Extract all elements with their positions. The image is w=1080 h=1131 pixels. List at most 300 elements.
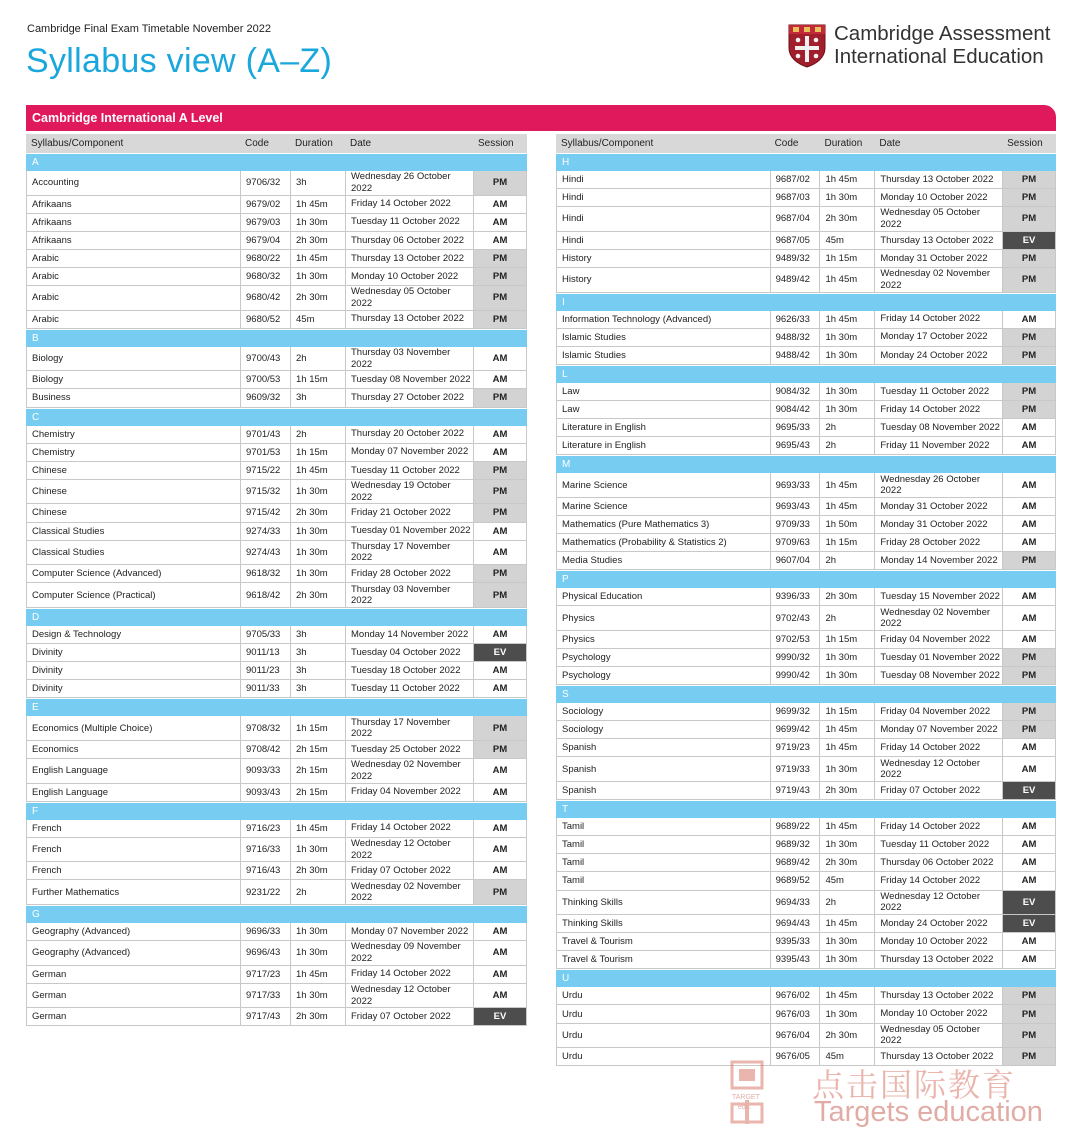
session-cell: PM (1002, 1005, 1056, 1022)
code-cell: 9709/63 (770, 534, 820, 551)
code-cell: 9489/42 (770, 268, 820, 292)
table-row (26, 880, 527, 905)
code-cell: 9689/32 (770, 836, 820, 853)
code-cell: 9715/22 (240, 462, 290, 479)
date-cell: Friday 14 October 2022 (345, 820, 473, 837)
logo-line-2: International Education (834, 45, 1044, 68)
letter-heading: T (556, 801, 1056, 818)
syllabus-cell: Arabic (26, 250, 240, 267)
session-cell: PM (1002, 721, 1056, 738)
code-cell: 9687/05 (770, 232, 820, 249)
duration-cell: 1h 45m (290, 966, 345, 983)
code-cell: 9990/42 (770, 667, 820, 684)
date-cell: Friday 11 November 2022 (874, 437, 1002, 454)
date-cell: Monday 31 October 2022 (874, 498, 1002, 515)
date-cell: Thursday 17 November 2022 (345, 541, 473, 565)
duration-cell: 1h 30m (819, 836, 874, 853)
date-cell: Tuesday 18 October 2022 (345, 662, 473, 679)
duration-cell: 2h 30m (290, 286, 345, 310)
session-cell: AM (1002, 757, 1056, 781)
syllabus-cell: Physics (556, 631, 770, 648)
session-cell: AM (473, 820, 527, 837)
session-cell: PM (473, 480, 527, 504)
session-cell: PM (1002, 667, 1056, 684)
session-cell: AM (1002, 631, 1056, 648)
table-row (556, 606, 1056, 631)
duration-cell: 1h 30m (819, 189, 874, 206)
table-row (26, 966, 527, 984)
table-row (556, 207, 1056, 232)
table-row (556, 232, 1056, 250)
syllabus-cell: Design & Technology (26, 626, 240, 643)
syllabus-cell: German (26, 966, 240, 983)
duration-cell: 1h 30m (290, 838, 345, 862)
code-cell: 9717/33 (240, 984, 290, 1008)
syllabus-cell: Urdu (556, 1048, 770, 1065)
table-row (556, 854, 1056, 872)
duration-cell: 45m (819, 872, 874, 889)
date-cell: Thursday 13 October 2022 (345, 311, 473, 328)
syllabus-cell: French (26, 838, 240, 862)
code-cell: 9699/42 (770, 721, 820, 738)
syllabus-cell: Accounting (26, 171, 240, 195)
syllabus-cell: Afrikaans (26, 196, 240, 213)
code-cell: 9705/33 (240, 626, 290, 643)
duration-cell: 2h 15m (290, 784, 345, 801)
syllabus-cell: Tamil (556, 872, 770, 889)
session-cell: PM (473, 583, 527, 607)
table-row (26, 347, 527, 372)
session-cell: AM (1002, 473, 1056, 497)
date-cell: Thursday 03 November 2022 (345, 583, 473, 607)
date-cell: Friday 21 October 2022 (345, 504, 473, 521)
date-cell: Tuesday 04 October 2022 (345, 644, 473, 661)
syllabus-cell: Computer Science (Advanced) (26, 565, 240, 582)
session-cell: AM (1002, 951, 1056, 968)
session-cell: AM (473, 966, 527, 983)
session-cell: AM (473, 444, 527, 461)
duration-cell: 1h 30m (290, 214, 345, 231)
table-row (556, 171, 1056, 189)
syllabus-cell: Chinese (26, 504, 240, 521)
date-cell: Thursday 13 October 2022 (874, 951, 1002, 968)
date-cell: Thursday 17 November 2022 (345, 716, 473, 740)
duration-cell: 1h 50m (819, 516, 874, 533)
syllabus-cell: Information Technology (Advanced) (556, 311, 770, 328)
watermark-small-2: edu. (738, 1104, 752, 1111)
letter-heading: P (556, 571, 1056, 588)
date-cell: Friday 14 October 2022 (345, 966, 473, 983)
table-row (26, 268, 527, 286)
code-cell: 9700/43 (240, 347, 290, 371)
duration-cell: 3h (290, 644, 345, 661)
code-cell: 9687/04 (770, 207, 820, 231)
right-timetable-column (556, 134, 1056, 1066)
table-row (26, 371, 527, 389)
session-cell: EV (1002, 232, 1056, 249)
letter-heading: C (26, 409, 527, 426)
duration-cell: 1h 15m (290, 716, 345, 740)
code-cell: 9274/43 (240, 541, 290, 565)
code-cell: 9676/05 (770, 1048, 820, 1065)
letter-heading: S (556, 686, 1056, 703)
table-row (556, 268, 1056, 293)
session-cell: AM (473, 232, 527, 249)
date-cell: Monday 24 October 2022 (874, 347, 1002, 364)
syllabus-cell: Hindi (556, 171, 770, 188)
table-row (556, 951, 1056, 969)
duration-cell: 2h 30m (290, 232, 345, 249)
code-cell: 9609/32 (240, 389, 290, 406)
duration-cell: 2h 30m (819, 588, 874, 605)
code-cell: 9689/22 (770, 818, 820, 835)
table-row (26, 741, 527, 759)
code-cell: 9695/43 (770, 437, 820, 454)
syllabus-cell: Chinese (26, 462, 240, 479)
table-row (556, 347, 1056, 365)
syllabus-cell: Law (556, 401, 770, 418)
session-cell: AM (1002, 437, 1056, 454)
code-cell: 9084/42 (770, 401, 820, 418)
header-session: Session (478, 138, 514, 149)
date-cell: Thursday 27 October 2022 (345, 389, 473, 406)
syllabus-cell: German (26, 984, 240, 1008)
date-cell: Friday 28 October 2022 (874, 534, 1002, 551)
session-cell: AM (1002, 836, 1056, 853)
code-cell: 9717/43 (240, 1008, 290, 1025)
session-cell: PM (473, 171, 527, 195)
syllabus-cell: Divinity (26, 644, 240, 661)
letter-heading: D (26, 609, 527, 626)
date-cell: Wednesday 02 November 2022 (874, 268, 1002, 292)
duration-cell: 2h (819, 891, 874, 915)
duration-cell: 1h 45m (290, 250, 345, 267)
duration-cell: 1h 15m (819, 631, 874, 648)
syllabus-cell: Business (26, 389, 240, 406)
session-cell: AM (1002, 534, 1056, 551)
duration-cell: 2h 15m (290, 759, 345, 783)
session-cell: EV (1002, 915, 1056, 932)
date-cell: Wednesday 02 November 2022 (874, 606, 1002, 630)
duration-cell: 1h 30m (819, 1005, 874, 1022)
syllabus-cell: English Language (26, 784, 240, 801)
date-cell: Wednesday 12 October 2022 (874, 757, 1002, 781)
table-row (556, 250, 1056, 268)
code-cell: 9084/32 (770, 383, 820, 400)
code-cell: 9680/22 (240, 250, 290, 267)
date-cell: Wednesday 26 October 2022 (345, 171, 473, 195)
code-cell: 9708/42 (240, 741, 290, 758)
table-row (26, 541, 527, 566)
table-row (26, 389, 527, 407)
date-cell: Wednesday 05 October 2022 (345, 286, 473, 310)
duration-cell: 1h 30m (819, 757, 874, 781)
code-cell: 9676/02 (770, 987, 820, 1004)
date-cell: Monday 24 October 2022 (874, 915, 1002, 932)
syllabus-cell: Hindi (556, 207, 770, 231)
syllabus-cell: Arabic (26, 286, 240, 310)
duration-cell: 3h (290, 626, 345, 643)
table-row (556, 872, 1056, 890)
table-row (26, 626, 527, 644)
syllabus-cell: Islamic Studies (556, 347, 770, 364)
table-row (26, 565, 527, 583)
duration-cell: 45m (819, 232, 874, 249)
letter-heading: M (556, 456, 1056, 473)
session-cell: AM (473, 941, 527, 965)
date-cell: Tuesday 11 October 2022 (874, 383, 1002, 400)
table-row (556, 987, 1056, 1005)
header-code: Code (245, 138, 269, 149)
duration-cell: 45m (819, 1048, 874, 1065)
header-duration: Duration (824, 138, 863, 149)
date-cell: Wednesday 26 October 2022 (874, 473, 1002, 497)
syllabus-cell: Sociology (556, 721, 770, 738)
table-row (556, 189, 1056, 207)
syllabus-cell: Travel & Tourism (556, 933, 770, 950)
session-cell: AM (1002, 419, 1056, 436)
syllabus-cell: Tamil (556, 818, 770, 835)
code-cell: 9231/22 (240, 880, 290, 904)
table-row (556, 667, 1056, 685)
session-cell: AM (473, 196, 527, 213)
table-row (556, 329, 1056, 347)
duration-cell: 2h 30m (819, 207, 874, 231)
syllabus-cell: Biology (26, 371, 240, 388)
page-title: Syllabus view (A–Z) (26, 42, 333, 80)
code-cell: 9695/33 (770, 419, 820, 436)
table-row (26, 784, 527, 802)
date-cell: Tuesday 08 November 2022 (874, 667, 1002, 684)
syllabus-cell: Urdu (556, 1005, 770, 1022)
syllabus-cell: Chinese (26, 480, 240, 504)
session-cell: PM (1002, 347, 1056, 364)
session-cell: PM (473, 286, 527, 310)
duration-cell: 1h 45m (819, 473, 874, 497)
duration-cell: 1h 30m (290, 923, 345, 940)
session-cell: PM (473, 311, 527, 328)
syllabus-cell: Spanish (556, 757, 770, 781)
code-cell: 9618/32 (240, 565, 290, 582)
syllabus-cell: Urdu (556, 987, 770, 1004)
session-cell: AM (473, 923, 527, 940)
table-row (556, 498, 1056, 516)
letter-heading: F (26, 803, 527, 820)
code-cell: 9701/43 (240, 426, 290, 443)
syllabus-cell: Afrikaans (26, 214, 240, 231)
date-cell: Tuesday 08 November 2022 (345, 371, 473, 388)
code-cell: 9489/32 (770, 250, 820, 267)
table-row (556, 782, 1056, 800)
date-cell: Wednesday 05 October 2022 (874, 1024, 1002, 1048)
syllabus-cell: Chemistry (26, 444, 240, 461)
session-cell: AM (473, 347, 527, 371)
table-row (26, 984, 527, 1009)
duration-cell: 1h 45m (290, 196, 345, 213)
code-cell: 9693/33 (770, 473, 820, 497)
watermark-logo-icon (730, 1060, 766, 1124)
table-row (556, 437, 1056, 455)
date-cell: Thursday 13 October 2022 (874, 987, 1002, 1004)
letter-heading: L (556, 366, 1056, 383)
session-cell: PM (473, 741, 527, 758)
syllabus-cell: History (556, 268, 770, 292)
date-cell: Monday 14 November 2022 (345, 626, 473, 643)
syllabus-cell: Islamic Studies (556, 329, 770, 346)
code-cell: 9687/03 (770, 189, 820, 206)
table-row (556, 1024, 1056, 1049)
session-cell: AM (1002, 872, 1056, 889)
date-cell: Wednesday 05 October 2022 (874, 207, 1002, 231)
syllabus-cell: Economics (26, 741, 240, 758)
code-cell: 9679/04 (240, 232, 290, 249)
table-row (26, 171, 527, 196)
logo-line-1: Cambridge Assessment (834, 22, 1051, 45)
session-cell: PM (1002, 268, 1056, 292)
code-cell: 9702/53 (770, 631, 820, 648)
table-row (26, 504, 527, 522)
syllabus-cell: Thinking Skills (556, 915, 770, 932)
session-cell: AM (473, 523, 527, 540)
session-cell: PM (473, 565, 527, 582)
syllabus-cell: Literature in English (556, 419, 770, 436)
code-cell: 9716/23 (240, 820, 290, 837)
duration-cell: 3h (290, 662, 345, 679)
date-cell: Friday 14 October 2022 (874, 739, 1002, 756)
date-cell: Wednesday 02 November 2022 (345, 880, 473, 904)
code-cell: 9693/43 (770, 498, 820, 515)
code-cell: 9679/03 (240, 214, 290, 231)
session-cell: PM (1002, 383, 1056, 400)
date-cell: Thursday 13 October 2022 (874, 232, 1002, 249)
watermark-english: Targets education (814, 1096, 1043, 1128)
table-row (556, 311, 1056, 329)
table-row (556, 1005, 1056, 1023)
session-cell: PM (1002, 329, 1056, 346)
code-cell: 9676/03 (770, 1005, 820, 1022)
code-cell: 9680/52 (240, 311, 290, 328)
table-row (26, 680, 527, 698)
syllabus-cell: Further Mathematics (26, 880, 240, 904)
duration-cell: 2h 30m (819, 854, 874, 871)
date-cell: Wednesday 02 November 2022 (345, 759, 473, 783)
session-cell: AM (473, 984, 527, 1008)
table-row (556, 818, 1056, 836)
table-row (556, 721, 1056, 739)
session-cell: PM (1002, 1024, 1056, 1048)
duration-cell: 2h (290, 880, 345, 904)
syllabus-cell: Classical Studies (26, 523, 240, 540)
session-cell: PM (1002, 552, 1056, 569)
code-cell: 9011/13 (240, 644, 290, 661)
session-cell: AM (1002, 818, 1056, 835)
syllabus-cell: Sociology (556, 703, 770, 720)
duration-cell: 2h (819, 606, 874, 630)
session-cell: AM (1002, 933, 1056, 950)
syllabus-cell: Divinity (26, 662, 240, 679)
table-row (26, 716, 527, 741)
date-cell: Tuesday 01 November 2022 (345, 523, 473, 540)
table-header (26, 134, 527, 153)
syllabus-cell: Geography (Advanced) (26, 923, 240, 940)
code-cell: 9676/04 (770, 1024, 820, 1048)
table-row (556, 739, 1056, 757)
session-cell: PM (1002, 649, 1056, 666)
page-subtitle: Cambridge Final Exam Timetable November 2022 (27, 23, 271, 35)
date-cell: Wednesday 19 October 2022 (345, 480, 473, 504)
code-cell: 9990/32 (770, 649, 820, 666)
session-cell: AM (473, 371, 527, 388)
table-row (556, 649, 1056, 667)
syllabus-cell: German (26, 1008, 240, 1025)
date-cell: Friday 07 October 2022 (345, 862, 473, 879)
session-cell: PM (1002, 1048, 1056, 1065)
code-cell: 9687/02 (770, 171, 820, 188)
date-cell: Monday 07 November 2022 (345, 444, 473, 461)
header-code: Code (774, 138, 799, 149)
duration-cell: 3h (290, 171, 345, 195)
syllabus-cell: Marine Science (556, 473, 770, 497)
duration-cell: 1h 30m (819, 329, 874, 346)
code-cell: 9696/33 (240, 923, 290, 940)
duration-cell: 1h 45m (819, 311, 874, 328)
code-cell: 9626/33 (770, 311, 820, 328)
duration-cell: 2h 30m (819, 782, 874, 799)
duration-cell: 1h 30m (290, 541, 345, 565)
date-cell: Friday 14 October 2022 (874, 311, 1002, 328)
date-cell: Tuesday 08 November 2022 (874, 419, 1002, 436)
date-cell: Friday 14 October 2022 (874, 872, 1002, 889)
session-cell: AM (1002, 588, 1056, 605)
syllabus-cell: Classical Studies (26, 541, 240, 565)
table-row (556, 703, 1056, 721)
duration-cell: 1h 30m (819, 933, 874, 950)
syllabus-cell: Divinity (26, 680, 240, 697)
table-row (556, 933, 1056, 951)
duration-cell: 1h 30m (819, 649, 874, 666)
duration-cell: 1h 30m (819, 401, 874, 418)
duration-cell: 1h 30m (819, 667, 874, 684)
header-date: Date (350, 138, 372, 149)
watermark-chinese: 点击国际教育 (812, 1066, 1017, 1104)
code-cell: 9706/32 (240, 171, 290, 195)
syllabus-cell: Computer Science (Practical) (26, 583, 240, 607)
session-cell: PM (473, 880, 527, 904)
session-cell: PM (1002, 207, 1056, 231)
duration-cell: 2h 15m (290, 741, 345, 758)
syllabus-cell: Geography (Advanced) (26, 941, 240, 965)
syllabus-cell: Spanish (556, 739, 770, 756)
code-cell: 9708/32 (240, 716, 290, 740)
header-syllabus: Syllabus/Component (31, 138, 124, 149)
code-cell: 9395/33 (770, 933, 820, 950)
session-cell: PM (473, 504, 527, 521)
duration-cell: 1h 15m (290, 444, 345, 461)
letter-heading: U (556, 970, 1056, 987)
date-cell: Tuesday 11 October 2022 (345, 214, 473, 231)
table-row (556, 588, 1056, 606)
code-cell: 9719/33 (770, 757, 820, 781)
date-cell: Wednesday 12 October 2022 (345, 838, 473, 862)
table-row (26, 1008, 527, 1026)
session-cell: EV (473, 644, 527, 661)
code-cell: 9679/02 (240, 196, 290, 213)
duration-cell: 2h 30m (290, 583, 345, 607)
code-cell: 9716/33 (240, 838, 290, 862)
duration-cell: 2h 30m (290, 504, 345, 521)
cambridge-shield-icon (788, 24, 826, 68)
duration-cell: 1h 45m (819, 721, 874, 738)
